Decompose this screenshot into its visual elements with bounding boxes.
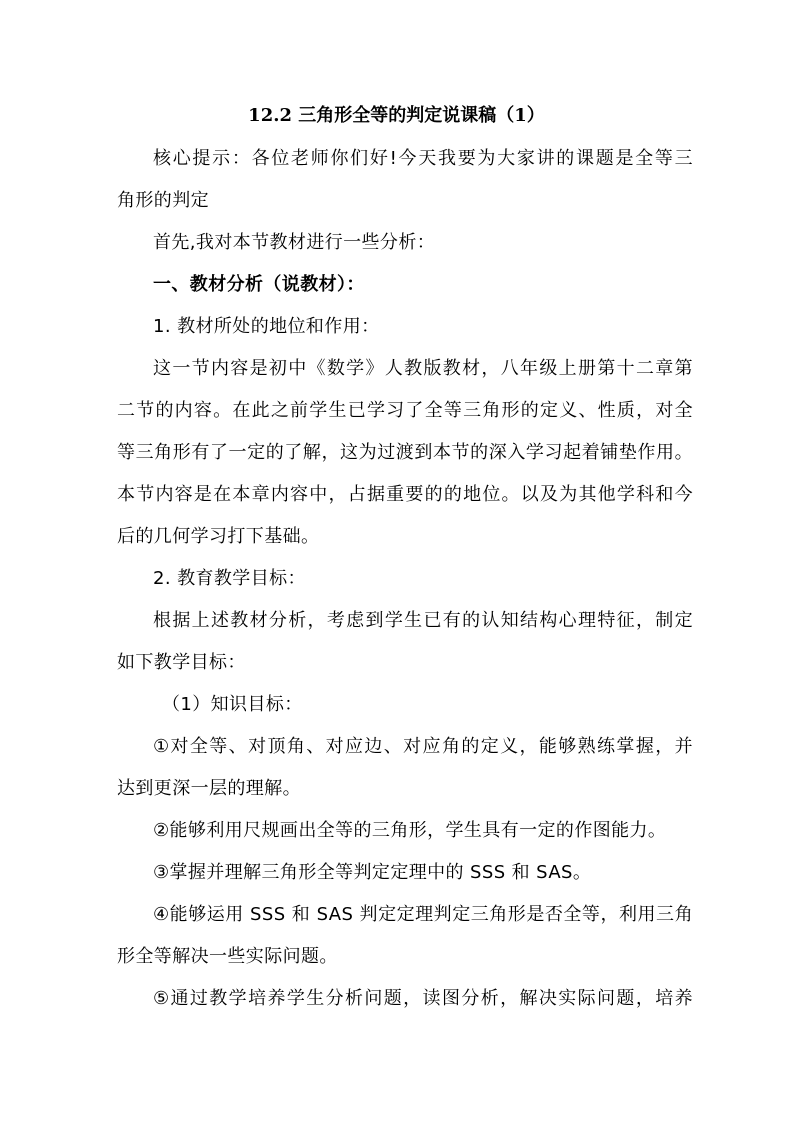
paragraph-line: 核心提示：各位老师你们好!今天我要为大家讲的课题是全等三 bbox=[153, 148, 693, 169]
paragraph-line: 这一节内容是初中《数学》人教版教材，八年级上册第十二章第 bbox=[153, 358, 693, 379]
subsection-heading: 1. 教材所处的地位和作用： bbox=[153, 316, 380, 337]
list-item: ④能够运用 SSS 和 SAS 判定定理判定三角形是否全等，利用三角 bbox=[153, 904, 693, 925]
paragraph-line: 如下教学目标： bbox=[117, 652, 246, 673]
paragraph-line: 本节内容是在本章内容中，占据重要的的地位。以及为其他学科和今 bbox=[117, 484, 693, 505]
list-heading: （1）知识目标： bbox=[162, 694, 303, 715]
subsection-heading: 2. 教育教学目标： bbox=[153, 568, 306, 589]
list-item: ②能够利用尺规画出全等的三角形，学生具有一定的作图能力。 bbox=[153, 820, 667, 841]
paragraph-line: 二节的内容。在此之前学生已学习了全等三角形的定义、性质，对全 bbox=[117, 400, 693, 421]
list-item: ⑤通过教学培养学生分析问题，读图分析，解决实际问题，培养 bbox=[153, 988, 693, 1009]
paragraph-line: 角形的判定 bbox=[117, 190, 209, 211]
paragraph-line: 首先,我对本节教材进行一些分析： bbox=[153, 232, 436, 253]
paragraph-line: 后的几何学习打下基础。 bbox=[117, 526, 320, 547]
list-item-continuation: 达到更深一层的理解。 bbox=[117, 778, 301, 799]
paragraph-line: 根据上述教材分析，考虑到学生已有的认知结构心理特征，制定 bbox=[153, 610, 693, 631]
document-title: 12.2 三角形全等的判定说课稿（1） bbox=[248, 105, 545, 126]
list-item: ①对全等、对顶角、对应边、对应角的定义，能够熟练掌握，并 bbox=[153, 736, 693, 757]
section-heading: 一、教材分析（说教材）： bbox=[153, 274, 365, 295]
paragraph-line: 等三角形有了一定的了解，这为过渡到本节的深入学习起着铺垫作用。 bbox=[117, 442, 693, 463]
list-item-continuation: 形全等解决一些实际问题。 bbox=[117, 946, 338, 967]
list-item: ③掌握并理解三角形全等判定定理中的 SSS 和 SAS。 bbox=[153, 862, 592, 883]
